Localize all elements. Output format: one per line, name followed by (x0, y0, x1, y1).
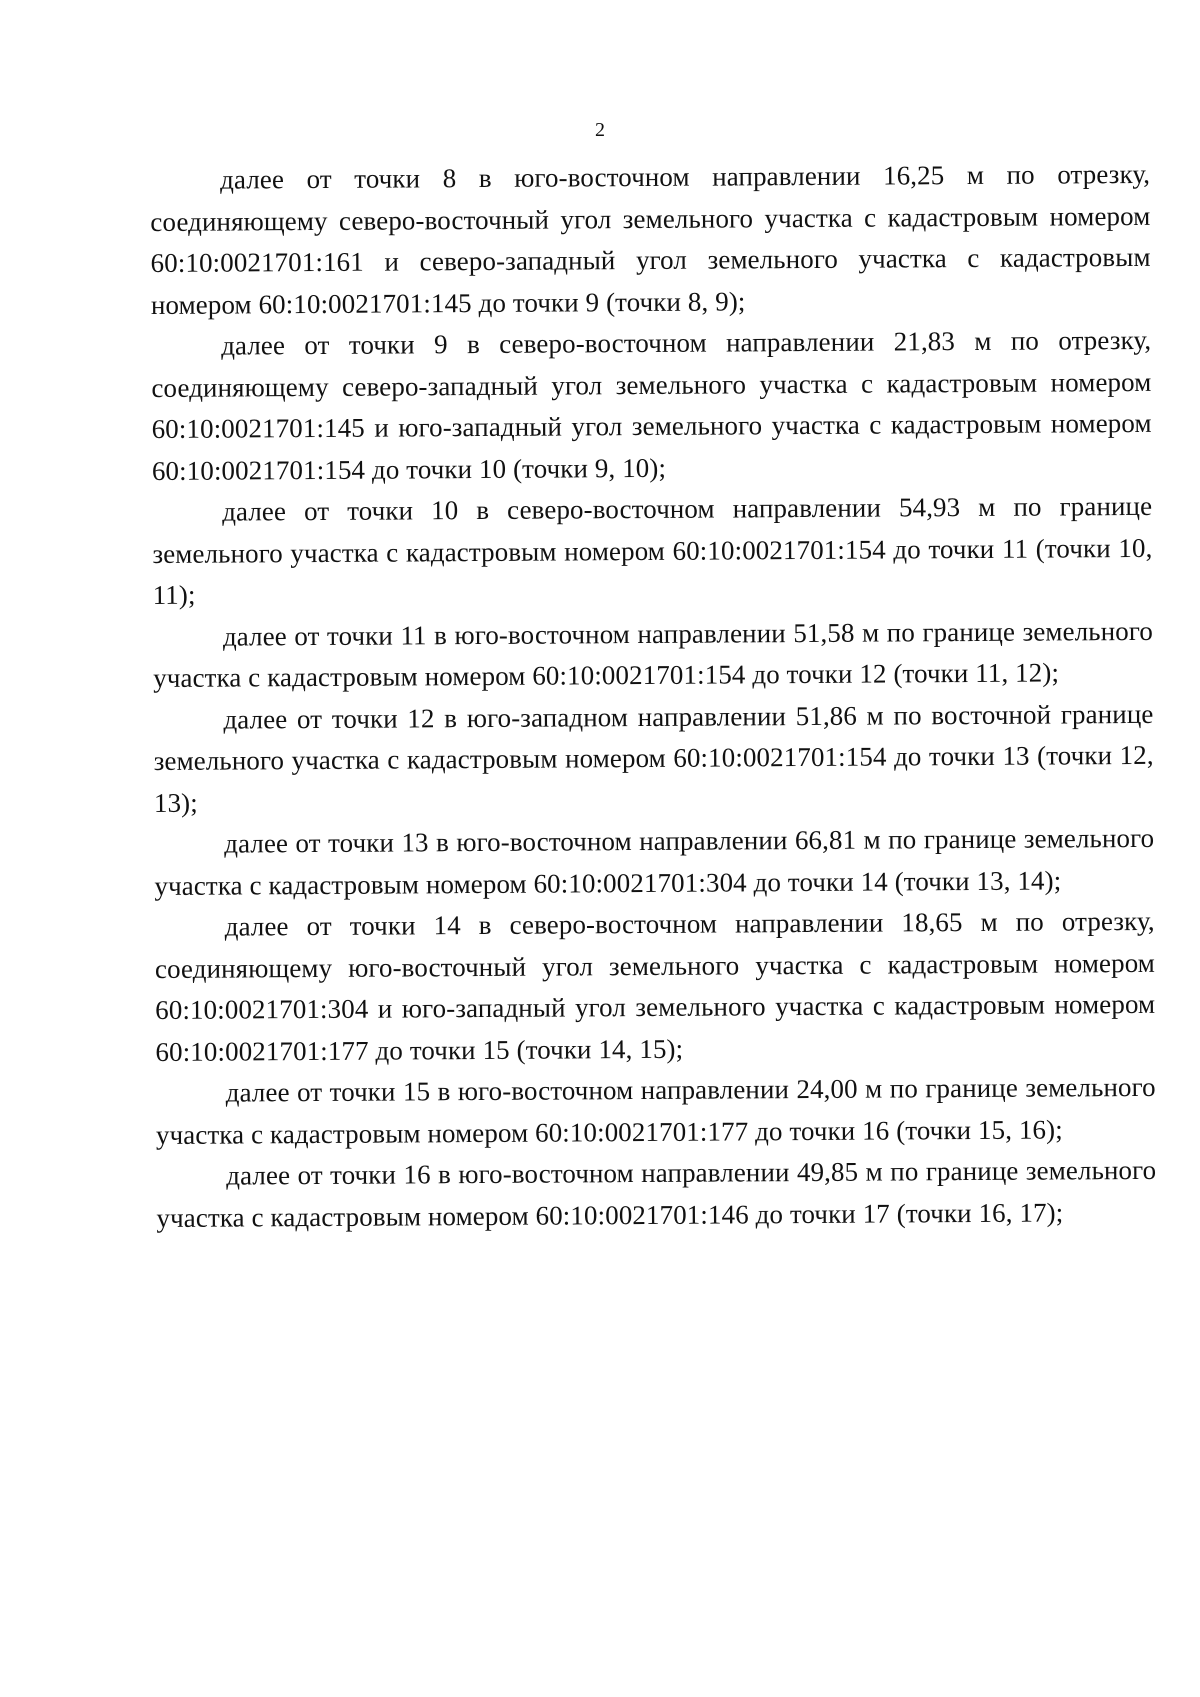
boundary-paragraph: далее от точки 12 в юго-западном направлении 51,86 м по восточной границе земельного участка с кадастровым номером 60:10:0021701:154 до точки 13 (точки 12, 13); (153, 698, 1154, 818)
document-body (150, 154, 1157, 1239)
boundary-paragraph: далее от точки 8 в юго-восточном направлении 16,25 м по отрезку, соединяющему северо-восточный угол земельного участка с кадастровым номером 60:10:0021701:161 и северо-западный угол земельного участка с кадастровым номером 60:10:0021701:145 до точки 9 (точки 8, 9); (150, 158, 1151, 320)
boundary-paragraph: далее от точки 16 в юго-восточном направлении 49,85 м по границе земельного участка с кадастровым номером 60:10:0021701:146 до точки 17 (точки 16, 17); (156, 1154, 1157, 1233)
page-number: 2 (595, 119, 605, 141)
boundary-paragraph: далее от точки 15 в юго-восточном направлении 24,00 м по границе земельного участка с кадастровым номером 60:10:0021701:177 до точки 16 (точки 15, 16); (155, 1071, 1156, 1150)
boundary-paragraph: далее от точки 14 в северо-восточном направлении 18,65 м по отрезку, соединяющему юго-восточный угол земельного участка с кадастровым номером 60:10:0021701:304 и юго-западный угол земельного участка с кадастровым номером 60:10:0021701:177 до точки 15 (точки 14, 15); (154, 905, 1156, 1067)
boundary-paragraph: далее от точки 13 в юго-восточном направлении 66,81 м по границе земельного участка с кадастровым номером 60:10:0021701:304 до точки 14 (точки 13, 14); (154, 822, 1155, 901)
boundary-paragraph: далее от точки 9 в северо-восточном направлении 21,83 м по отрезку, соединяющему северо-западный угол земельного участка с кадастровым номером 60:10:0021701:145 и юго-западный угол земельного участка с кадастровым номером 60:10:0021701:154 до точки 10 (точки 9, 10); (151, 324, 1152, 486)
boundary-paragraph: далее от точки 10 в северо-восточном направлении 54,93 м по границе земельного участка с кадастровым номером 60:10:0021701:154 до точки 11 (точки 10, 11); (152, 490, 1153, 610)
boundary-paragraph: далее от точки 11 в юго-восточном направлении 51,58 м по границе земельного участка с кадастровым номером 60:10:0021701:154 до точки 12 (точки 11, 12); (153, 615, 1153, 693)
